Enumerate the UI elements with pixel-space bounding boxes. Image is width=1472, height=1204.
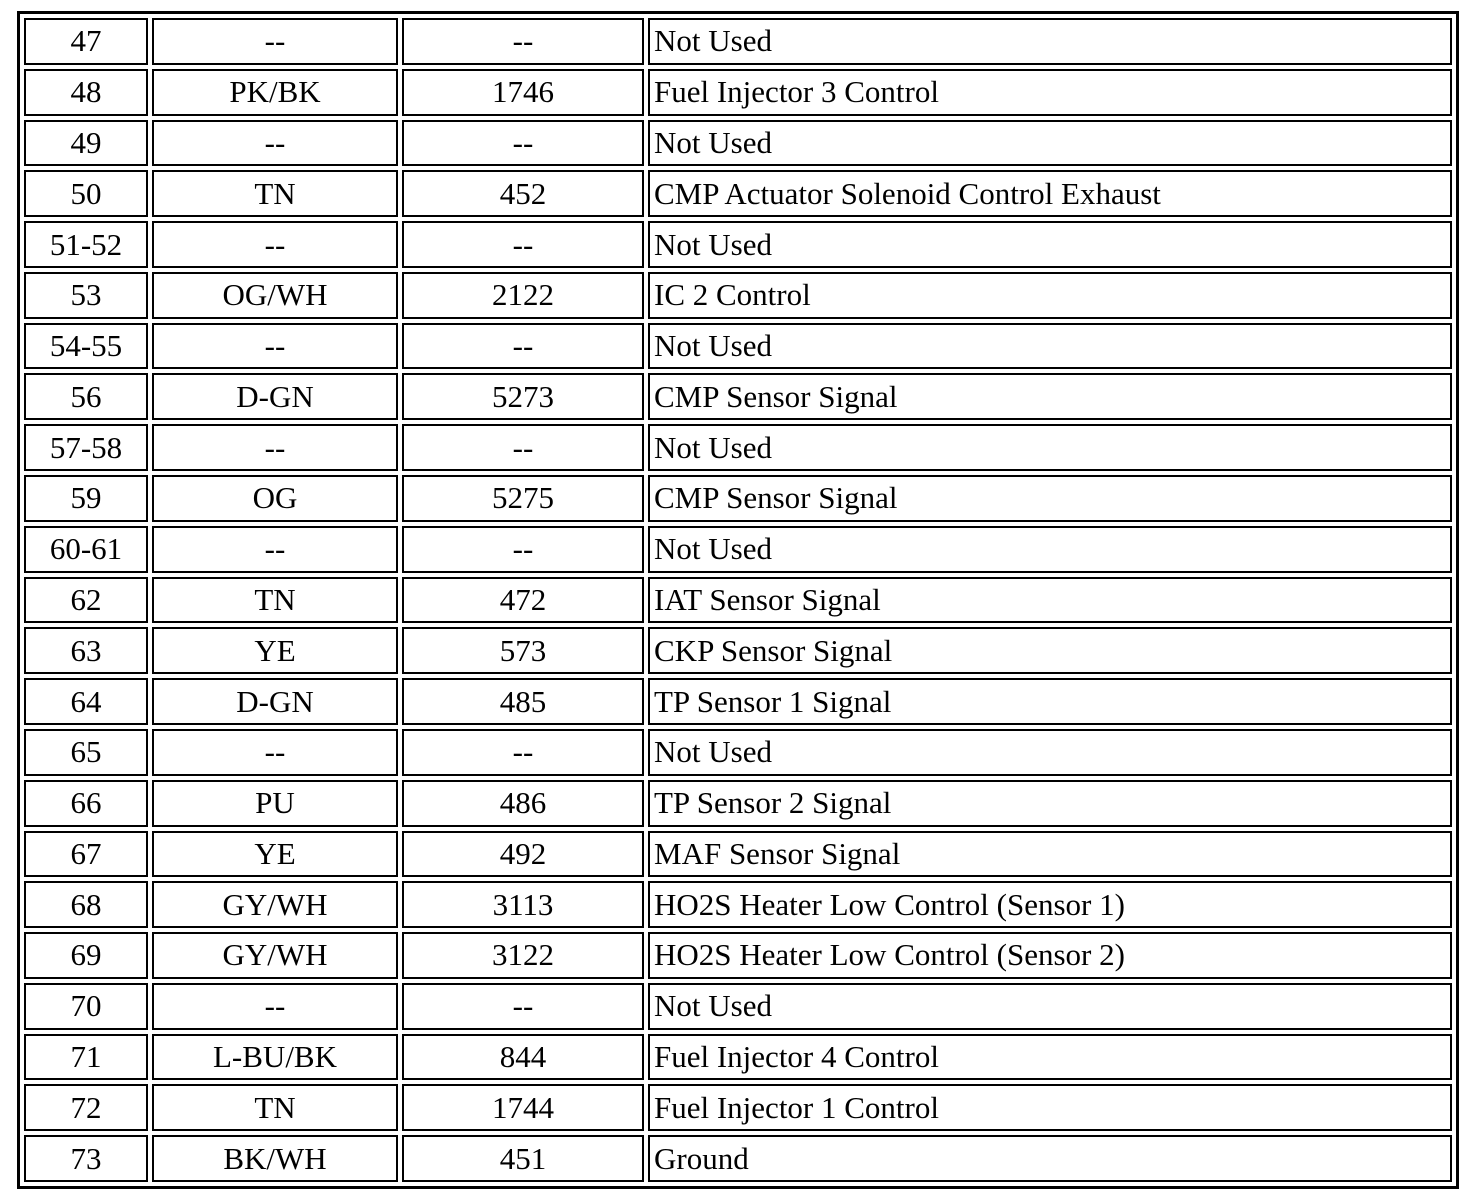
table-row (24, 627, 1452, 674)
table-row (24, 373, 1452, 420)
function-cell: Not Used (648, 221, 1452, 268)
circuit-cell: -- (402, 18, 644, 65)
circuit-cell: 472 (402, 577, 644, 624)
table-row (24, 678, 1452, 725)
function-cell: CKP Sensor Signal (648, 627, 1452, 674)
function-cell: Ground (648, 1135, 1452, 1182)
wire-color-cell: GY/WH (152, 881, 398, 928)
circuit-cell: 573 (402, 627, 644, 674)
wire-color-cell: -- (152, 18, 398, 65)
circuit-cell: 3122 (402, 932, 644, 979)
pin-cell: 63 (24, 627, 148, 674)
function-cell: Not Used (648, 323, 1452, 370)
function-cell: CMP Sensor Signal (648, 475, 1452, 522)
pin-cell: 60-61 (24, 526, 148, 573)
wire-color-cell: TN (152, 170, 398, 217)
wire-color-cell: PU (152, 780, 398, 827)
table-row (24, 18, 1452, 65)
table-row (24, 780, 1452, 827)
function-cell: HO2S Heater Low Control (Sensor 1) (648, 881, 1452, 928)
wire-color-cell: -- (152, 323, 398, 370)
table-row (24, 1084, 1452, 1131)
wire-color-cell: YE (152, 831, 398, 878)
pin-cell: 59 (24, 475, 148, 522)
function-cell: Not Used (648, 729, 1452, 776)
pin-cell: 72 (24, 1084, 148, 1131)
function-cell: Fuel Injector 4 Control (648, 1034, 1452, 1081)
circuit-cell: -- (402, 120, 644, 167)
table-row (24, 1034, 1452, 1081)
function-cell: MAF Sensor Signal (648, 831, 1452, 878)
function-cell: Fuel Injector 3 Control (648, 69, 1452, 116)
pin-cell: 56 (24, 373, 148, 420)
function-cell: Not Used (648, 424, 1452, 471)
table-row (24, 424, 1452, 471)
function-cell: Not Used (648, 526, 1452, 573)
function-cell: TP Sensor 2 Signal (648, 780, 1452, 827)
function-cell: Not Used (648, 18, 1452, 65)
table-row (24, 1135, 1452, 1182)
function-cell: Fuel Injector 1 Control (648, 1084, 1452, 1131)
circuit-cell: 2122 (402, 272, 644, 319)
wire-color-cell: -- (152, 221, 398, 268)
wire-color-cell: -- (152, 424, 398, 471)
table-row (24, 323, 1452, 370)
circuit-cell: 3113 (402, 881, 644, 928)
wire-color-cell: -- (152, 526, 398, 573)
table-row (24, 170, 1452, 217)
pin-cell: 51-52 (24, 221, 148, 268)
pin-cell: 66 (24, 780, 148, 827)
pin-cell: 71 (24, 1034, 148, 1081)
wire-color-cell: TN (152, 1084, 398, 1131)
wire-color-cell: -- (152, 729, 398, 776)
pin-cell: 49 (24, 120, 148, 167)
table-row (24, 526, 1452, 573)
pin-cell: 68 (24, 881, 148, 928)
function-cell: CMP Sensor Signal (648, 373, 1452, 420)
wire-color-cell: L-BU/BK (152, 1034, 398, 1081)
circuit-cell: -- (402, 983, 644, 1030)
pin-cell: 73 (24, 1135, 148, 1182)
circuit-cell: -- (402, 526, 644, 573)
wire-color-cell: YE (152, 627, 398, 674)
function-cell: TP Sensor 1 Signal (648, 678, 1452, 725)
pin-cell: 54-55 (24, 323, 148, 370)
circuit-cell: 5275 (402, 475, 644, 522)
function-cell: CMP Actuator Solenoid Control Exhaust (648, 170, 1452, 217)
circuit-cell: 492 (402, 831, 644, 878)
wire-color-cell: PK/BK (152, 69, 398, 116)
circuit-cell: -- (402, 221, 644, 268)
circuit-cell: 486 (402, 780, 644, 827)
table-row (24, 831, 1452, 878)
connector-pinout-table-frame (17, 11, 1459, 1189)
circuit-cell: -- (402, 729, 644, 776)
function-cell: IC 2 Control (648, 272, 1452, 319)
pin-cell: 48 (24, 69, 148, 116)
connector-pinout-table (20, 14, 1456, 1186)
function-cell: Not Used (648, 120, 1452, 167)
table-row (24, 577, 1452, 624)
pin-cell: 47 (24, 18, 148, 65)
pin-cell: 70 (24, 983, 148, 1030)
wire-color-cell: OG/WH (152, 272, 398, 319)
pin-cell: 53 (24, 272, 148, 319)
pin-cell: 67 (24, 831, 148, 878)
circuit-cell: -- (402, 323, 644, 370)
wire-color-cell: OG (152, 475, 398, 522)
circuit-cell: -- (402, 424, 644, 471)
table-row (24, 729, 1452, 776)
pin-cell: 65 (24, 729, 148, 776)
circuit-cell: 1746 (402, 69, 644, 116)
table-row (24, 932, 1452, 979)
pin-cell: 57-58 (24, 424, 148, 471)
wire-color-cell: -- (152, 120, 398, 167)
circuit-cell: 485 (402, 678, 644, 725)
circuit-cell: 1744 (402, 1084, 644, 1131)
wire-color-cell: TN (152, 577, 398, 624)
wire-color-cell: GY/WH (152, 932, 398, 979)
circuit-cell: 5273 (402, 373, 644, 420)
table-row (24, 475, 1452, 522)
function-cell: Not Used (648, 983, 1452, 1030)
table-row (24, 120, 1452, 167)
wire-color-cell: BK/WH (152, 1135, 398, 1182)
table-row (24, 69, 1452, 116)
circuit-cell: 452 (402, 170, 644, 217)
wire-color-cell: -- (152, 983, 398, 1030)
circuit-cell: 451 (402, 1135, 644, 1182)
function-cell: HO2S Heater Low Control (Sensor 2) (648, 932, 1452, 979)
wire-color-cell: D-GN (152, 678, 398, 725)
pin-cell: 69 (24, 932, 148, 979)
pin-cell: 62 (24, 577, 148, 624)
function-cell: IAT Sensor Signal (648, 577, 1452, 624)
table-row (24, 272, 1452, 319)
table-row (24, 221, 1452, 268)
wire-color-cell: D-GN (152, 373, 398, 420)
table-row (24, 881, 1452, 928)
pin-cell: 50 (24, 170, 148, 217)
pin-cell: 64 (24, 678, 148, 725)
table-row (24, 983, 1452, 1030)
circuit-cell: 844 (402, 1034, 644, 1081)
